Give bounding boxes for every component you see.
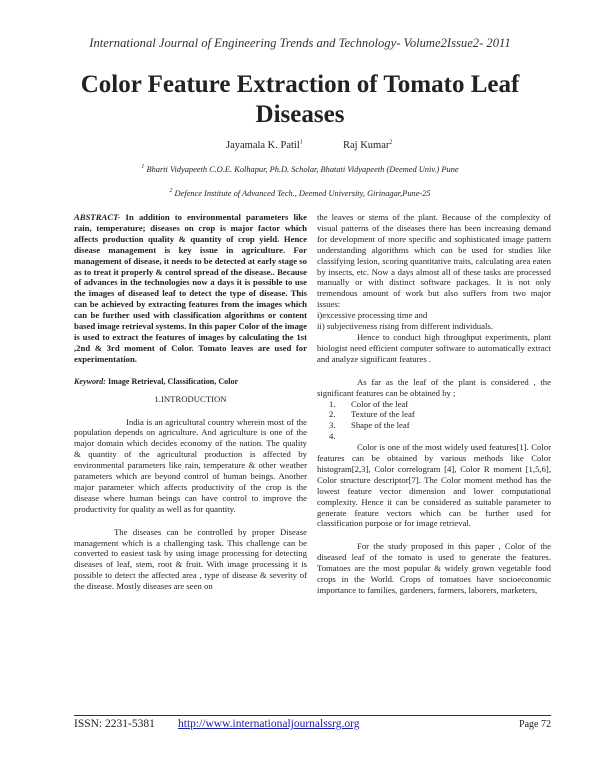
abstract-text: In addition to environmental parameters like rain, temperature; diseases on crop is major factor which affects production quality & quantity of crop yield. Hence disease management is key issue in agriculture. For management of disease, it needs to be detected at early stage so as to treat it properly & control spread of the disease.. Because of advances in the technologies now a days it is possible to use the images of diseased leaf to detect the type of disease. This can be achieved by extracting features from the images which can be further used with classification algorithms or content based image retrieval systems. In this paper Color of the image is used to extract the features of images by calculating the 1st ,2nd & 3rd moment of Color. Tomato leaves are used for experimentation. xyxy=(74,212,307,364)
affiliation-1-text: Bharti Vidyapeeth C.O.E. Kolhapur, Ph.D. Scholar, Bhatati Vidyapeeth (Deemed Univ.) Pune xyxy=(144,165,459,174)
affiliation-1 xyxy=(0,165,600,174)
journal-header: International Journal of Engineering Trends and Technology- Volume2Issue2- 2011 xyxy=(89,36,511,50)
section-heading: 1.INTRODUCTION xyxy=(154,393,227,404)
affiliation-2-sup: 2 xyxy=(169,188,173,195)
author-2 xyxy=(343,140,392,151)
right-paragraph-2: Hence to conduct high throughput experiments, plant biologist need efficient computer software to automatically extract and analyze significant features . xyxy=(317,331,551,364)
author-1 xyxy=(226,140,303,151)
keywords-text: Image Retrieval, Classification, Color xyxy=(105,376,239,386)
keywords xyxy=(74,377,307,388)
right-paragraph-5: For the study proposed in this paper , Color of the diseased leaf of the tomato is used to generate the features. Tomatoes are the most popular & widely grown vegetable food crops in the World. Crops of tomatoes have socioeconomic importance to families, gardeners, farmers, laborers, marketers, xyxy=(317,541,551,595)
list-item: 4. xyxy=(329,431,336,442)
right-paragraph-1: the leaves or stems of the plant. Because of the complexity of visual patterns of the diseases there has been increasing demand for development of more specific and sophisticated image pattern understanding algorithms which can be used for studies like classifying lesion, scoring quantitative traits, calculating area eaten by insects, etc. Now a days almost all of these tasks are processed manually or with distinct software packages. It is not only tremendous amount of work but also suffers from two major issues: xyxy=(317,212,551,310)
list-item: 3. Shape of the leaf xyxy=(329,420,410,431)
author-1-name: Jayamala K. Patil xyxy=(226,140,300,151)
keywords-label: Keyword: xyxy=(74,376,106,386)
right-paragraph-4: Color is one of the most widely used features[1]. Color features can be obtained by various methods like Color histogram[2,3], Color correlogram [4], Color R moment [1,5,6], Color structure descriptor[7]. The Color moment method has the lowest feature vector dimension and lower computational complexity. Hence it can be considered as suitable parameter to generate feature vectors which can be further used for classification purpose or for image retrieval. xyxy=(317,442,551,529)
right-column xyxy=(317,212,551,596)
issue-2: ii) subjectiveness rising from different individuals. xyxy=(317,321,493,332)
abstract-label: ABSTRACT- xyxy=(74,212,121,222)
list-item: 1. Color of the leaf xyxy=(329,398,409,409)
journal-link[interactable]: http://www.internationaljournalssrg.org xyxy=(178,718,360,730)
feature-list xyxy=(317,399,551,443)
paper-title: Color Feature Extraction of Tomato Leaf Diseases xyxy=(80,71,520,128)
page-number: Page 72 xyxy=(519,719,551,730)
abstract xyxy=(74,212,307,365)
author-2-sup: 2 xyxy=(389,139,393,146)
issue-1: i)excessive processing time and xyxy=(317,310,428,321)
intro-paragraph-2: The diseases can be controlled by proper Disease management which is a challenging task. This challenge can be converted to easiest task by using image processing for detecting diseases of leaf, stem, root & fruit. With image processing it is possible to detect the affected area , type of disease & severity of the disease. Mostly diseases are seen on xyxy=(74,526,307,592)
affiliation-2-text: Defence Institute of Advanced Tech., Deemed University, Girinagar,Pune-25 xyxy=(172,189,431,198)
issn: ISSN: 2231-5381 xyxy=(74,718,155,730)
intro-paragraph-1: India is an agricultural country wherein most of the population depends on agriculture. And agriculture is one of the major domain which decides economy of the nation. The quality & quantity of the agricultural production is affected by environmental parameters like rain, temperature & other weather parameters which are beyond control of human beings. Another major parameter which affects productivity of the crop is the disease where human beings can have control to improve the productivity for quality as well as for quantity. xyxy=(74,416,307,514)
author-1-sup: 1 xyxy=(299,139,303,146)
footer-divider xyxy=(74,715,551,716)
right-paragraph-3: As far as the leaf of the plant is considered , the significant features can be obtained by ; xyxy=(317,376,551,398)
affiliation-1-sup: 1 xyxy=(141,164,145,171)
affiliation-2 xyxy=(0,189,600,198)
author-2-name: Raj Kumar xyxy=(343,140,390,151)
list-item: 2. Texture of the leaf xyxy=(329,409,415,420)
left-column xyxy=(74,212,307,592)
